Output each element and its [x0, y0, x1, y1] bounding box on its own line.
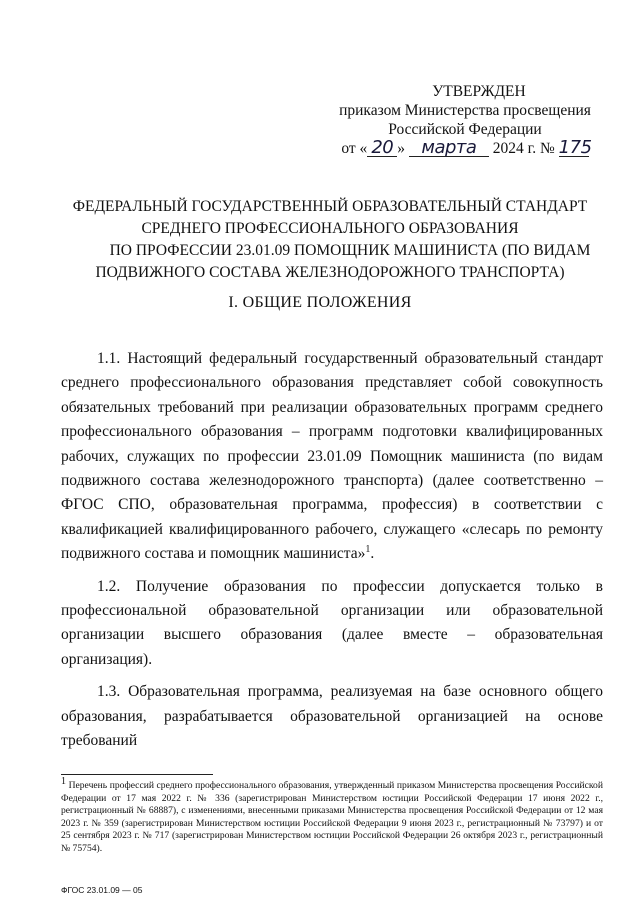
approval-date-line — [330, 139, 600, 158]
approved-label: УТВЕРЖДЕН — [432, 83, 526, 100]
title-line-3: ПО ПРОФЕССИИ 23.01.09 ПОМОЩНИК МАШИНИСТА (ПО ВИДАМ — [109, 242, 591, 259]
page-footer-code: ФГОС 23.01.09 — 05 — [61, 885, 143, 895]
approval-line-1: приказом Министерства просвещения — [339, 102, 591, 119]
paragraph-1-1-end: . — [370, 545, 375, 563]
date-mid: » — [397, 140, 406, 157]
title-line-4: ПОДВИЖНОГО СОСТАВА ЖЕЛЕЗНОДОРОЖНОГО ТРАНСПОРТА) — [95, 264, 565, 281]
footnote-divider — [61, 774, 213, 775]
title-line-2: СРЕДНЕГО ПРОФЕССИОНАЛЬНОГО ОБРАЗОВАНИЯ — [141, 220, 519, 237]
date-prefix: от « — [341, 140, 368, 157]
title-line-1: ФЕДЕРАЛЬНЫЙ ГОСУДАРСТВЕННЫЙ ОБРАЗОВАТЕЛЬНЫЙ СТАНДАРТ — [72, 198, 588, 215]
handwritten-month: марта — [409, 140, 489, 157]
paragraph-1-1-text: 1.1. Настоящий федеральный государственный образовательный стандарт среднего профессионального образования представляет собой совокупность обязательных требований при реализации образовательных программ среднего профессионального образования – программ подготовки квалифицированных рабочих, служащих по профессии 23.01.09 Помощник машиниста (по видам подвижного состава железнодорожного транспорта) (далее соответственно – ФГОС СПО, образовательная программа, профессия) в соответствии с квалификацией квалифицированного рабочего, служащего «слесарь по ремонту подвижного состава и помощник машиниста» — [61, 350, 603, 563]
footnote-text: Перечень профессий среднего профессионального образования, утвержденный приказом Министерства просвещения Российской Федерации от 17 мая 2022 г. № 336 (зарегистрирован Министерством юстиции Российской Федерации 17 июня 2022 г., регистрационный № 68887), с изменениями, внесенными приказами Министерства просвещения Российской Федерации от 12 мая 2023 г. № 359 (зарегистрирован Министерством юстиции Российской Федерации 9 июня 2023 г., регистрационный № 73797) и от 25 сентября 2023 г. № 717 (зарегистрирован Министерством юстиции Российской Федерации 26 октября 2023 г., регистрационный № 75754). — [61, 780, 603, 854]
body-text — [61, 347, 603, 754]
footnote-marker: 1 — [61, 775, 66, 787]
document-title — [60, 196, 600, 284]
date-year: 2024 г. № — [492, 140, 555, 157]
paragraph-1-1 — [61, 347, 603, 567]
approval-block — [330, 82, 600, 158]
section-heading: I. ОБЩИЕ ПОЛОЖЕНИЯ — [228, 294, 412, 311]
approval-line-2: Российской Федерации — [388, 121, 542, 138]
footnote — [61, 775, 603, 856]
handwritten-order-number: 175 — [558, 137, 592, 158]
handwritten-day: 20 — [367, 140, 397, 157]
paragraph-1-2: 1.2. Получение образования по профессии допускается только в профессиональной образовательной организации или образовательной организации высшего образования (далее вместе – образовательная организация). — [61, 577, 603, 668]
footnote-ref[interactable]: 1 — [365, 544, 371, 556]
paragraph-1-3: 1.3. Образовательная программа, реализуемая на базе основного общего образования, разрабатывается образовательной организацией на основе требований — [61, 683, 603, 750]
